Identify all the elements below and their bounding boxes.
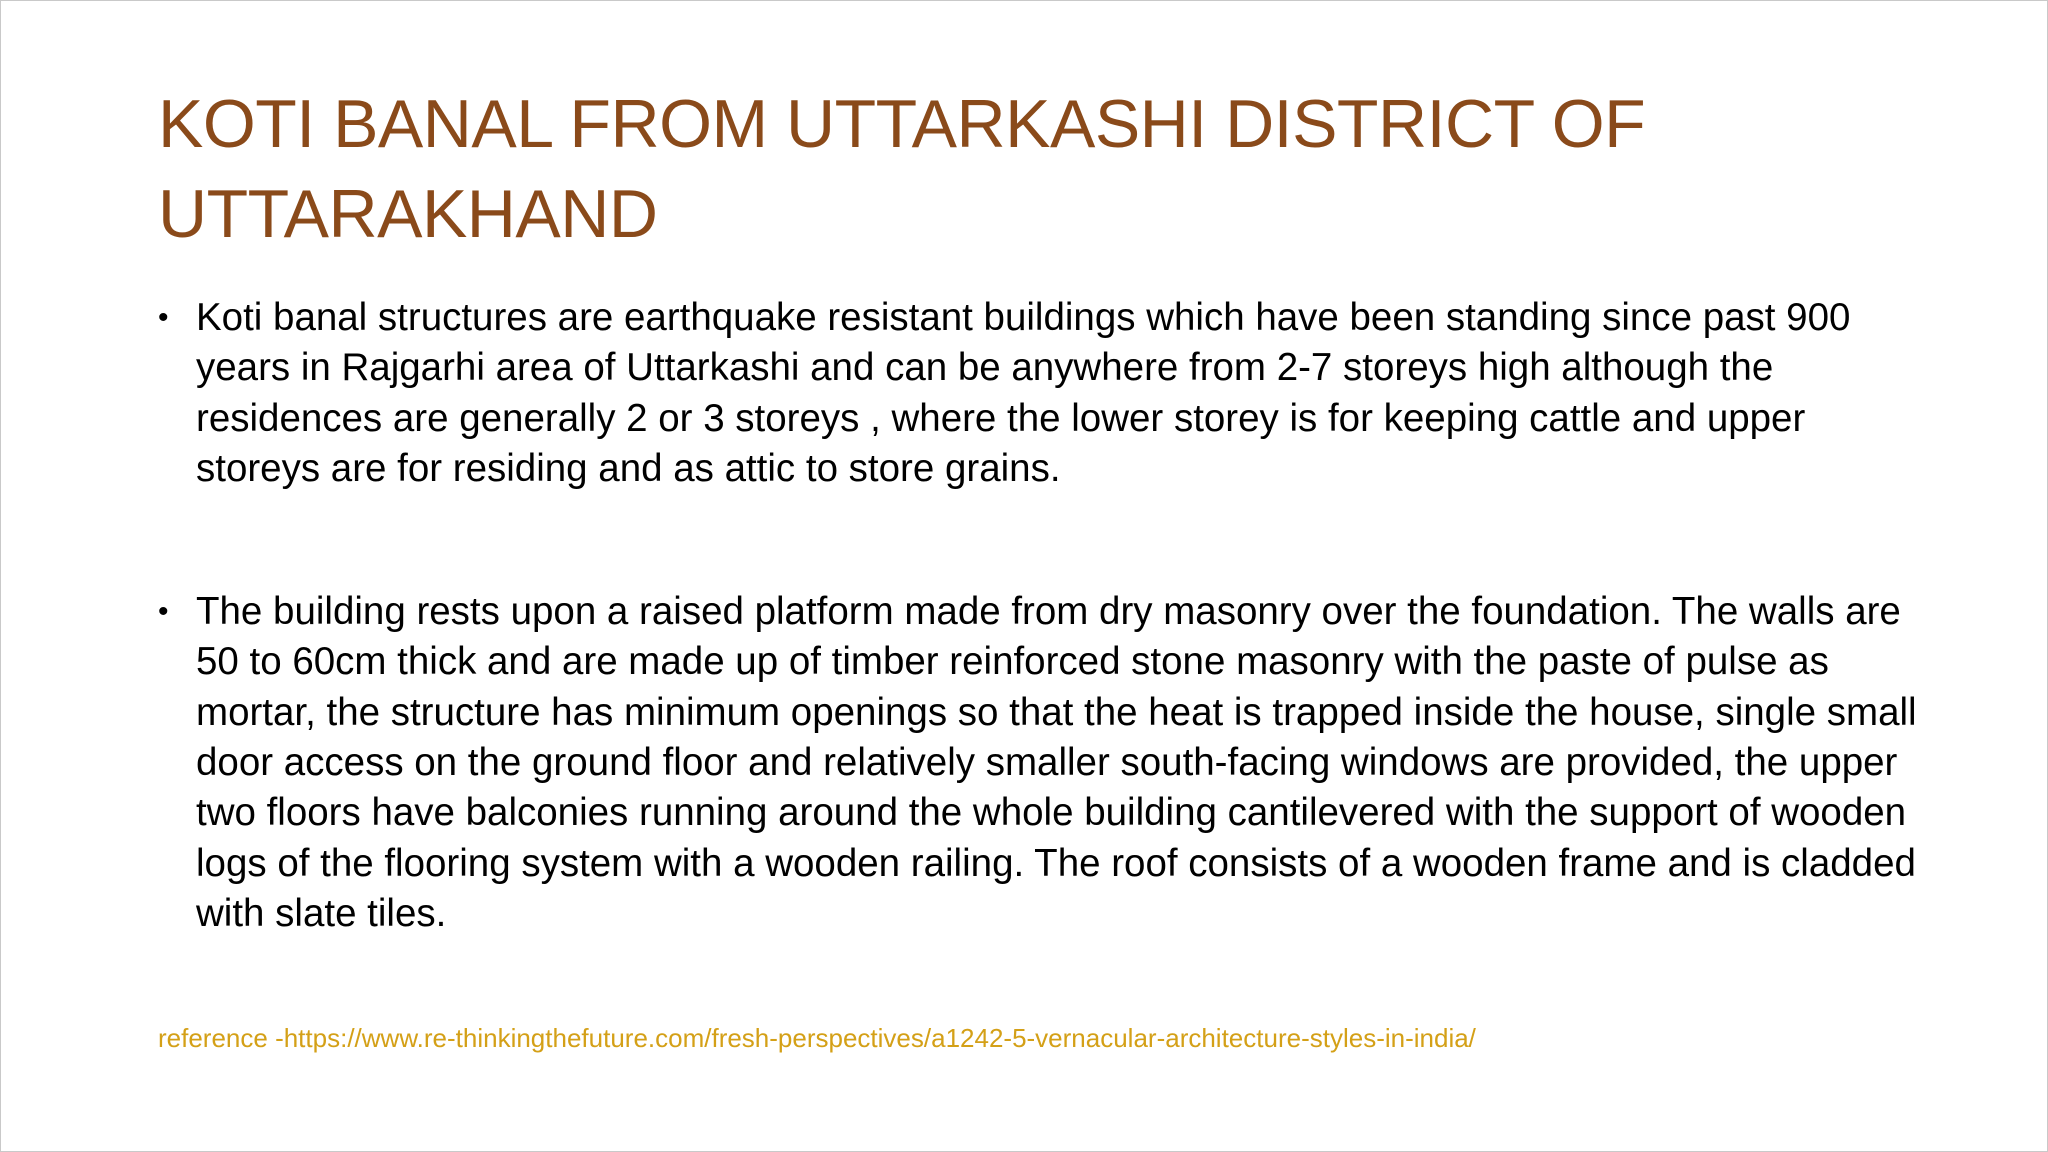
bullet-text: Koti banal structures are earthquake resistant buildings which have been standing since past 900 years in Rajgarhi area of Uttarkashi and can be anywhere from 2-7 storeys high although the residences are generally 2 or 3 storeys , where the lower storey is for keeping cattle and upper storeys are for residing and as attic to store grains. (196, 296, 1851, 490)
bullet-icon: • (158, 595, 169, 629)
slide-title: KOTI BANAL FROM UTTARKASHI DISTRICT OF UTTARAKHAND (158, 86, 1646, 252)
bullet-text: The building rests upon a raised platform made from dry masonry over the foundation. The walls are 50 to 60cm thick and are made up of timber reinforced stone masonry with the paste of pulse as mortar, the structure has minimum openings so that the heat is trapped inside the house, single small door access on the ground floor and relatively smaller south-facing windows are provided, the upper two floors have balconies running around the whole building cantilevered with the support of wooden logs of the flooring system with a wooden railing. The roof consists of a wooden frame and is cladded with slate tiles. (196, 590, 1917, 935)
bullet-item (158, 587, 1918, 939)
bullet-icon: • (158, 301, 169, 334)
bullet-list (158, 293, 1918, 939)
bullet-item (158, 293, 1918, 494)
reference-link[interactable]: reference -https://www.re-thinkingthefuture.com/fresh-perspectives/a1242-5-vernacular-architecture-styles-in-india/ (158, 1023, 1476, 1053)
